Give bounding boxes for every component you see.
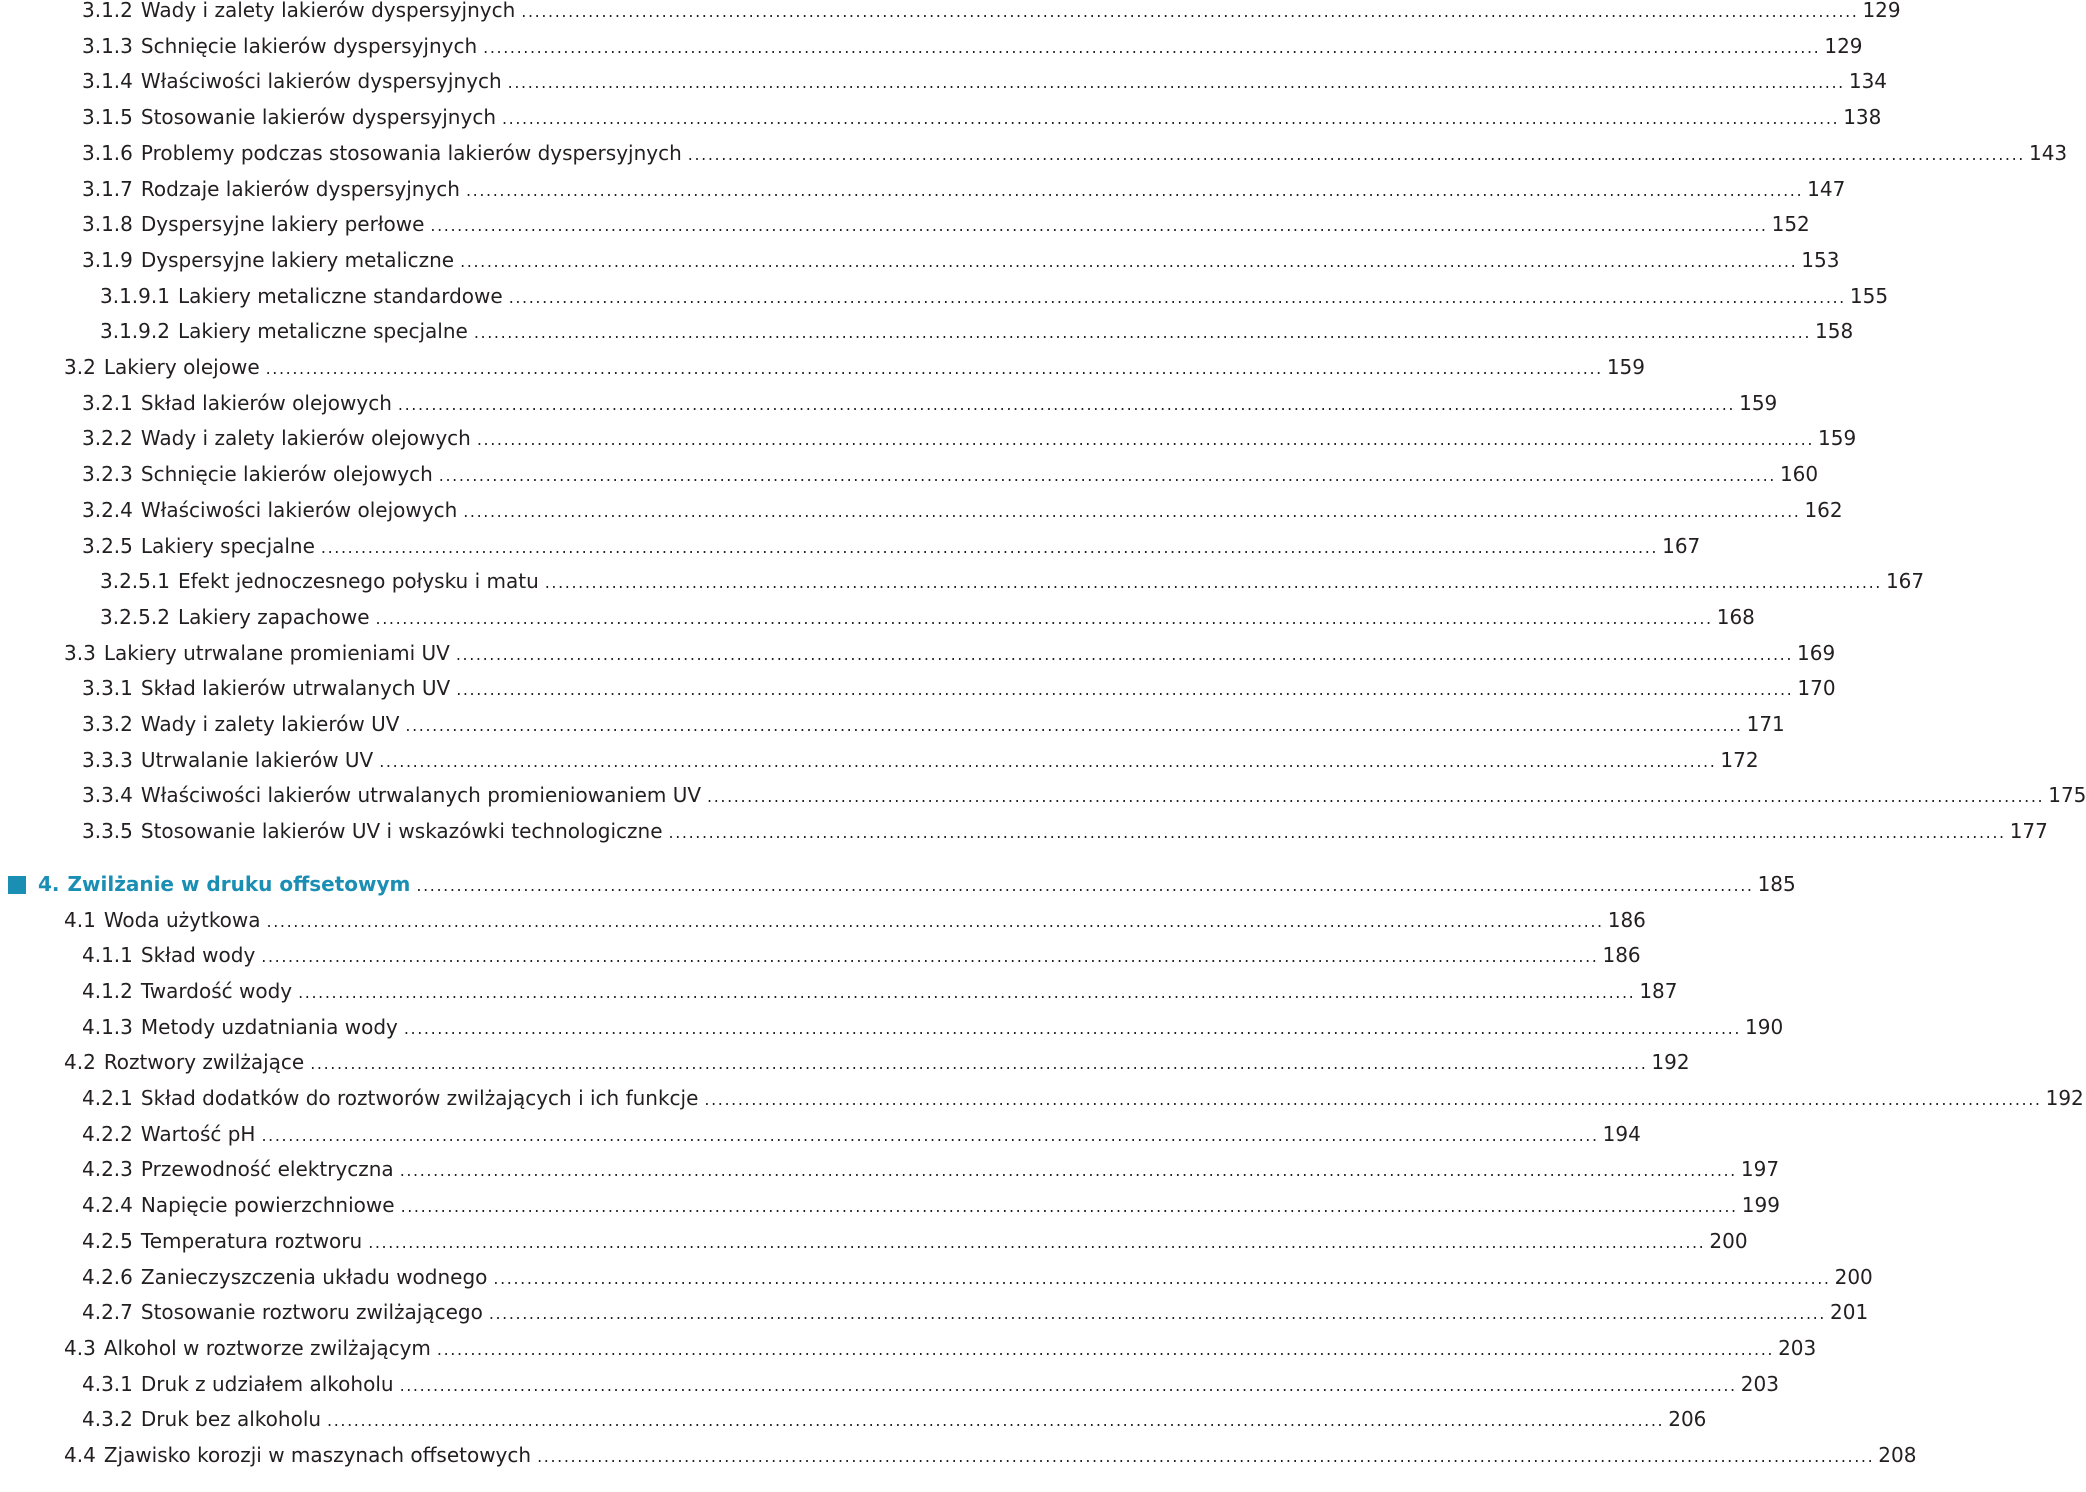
- toc-entry[interactable]: [0, 1080, 2084, 1110]
- dot-leader: ........................................................................................................................................................................................................: [544, 573, 1882, 593]
- toc-entry-number: 4.: [38, 871, 60, 896]
- toc-entry-title: Właściwości lakierów olejowych: [140, 497, 458, 522]
- toc-entry-number: 3.3: [64, 640, 96, 665]
- toc-entry-title: Zjawisko korozji w maszynach offsetowych: [103, 1443, 532, 1467]
- toc-entry-title: Utrwalanie lakierów UV: [140, 747, 374, 772]
- toc-entry-number: 3.2.5: [82, 533, 133, 558]
- dot-leader: ........................................................................................................................................................................................................: [430, 216, 1768, 236]
- toc-entry-number: 3.2.4: [82, 497, 133, 522]
- toc-entry-title: Lakiery zapachowe: [177, 604, 370, 629]
- toc-entry[interactable]: [0, 599, 1755, 629]
- toc-entry-title: Druk bez alkoholu: [140, 1407, 322, 1432]
- toc-entry-page: 208: [1878, 1443, 1917, 1467]
- dot-leader: ........................................................................................................................................................................................................: [668, 823, 2006, 843]
- toc-entry-number: 4.2.7: [82, 1300, 133, 1325]
- toc-chapter-heading[interactable]: [0, 866, 1796, 896]
- toc-entry[interactable]: [0, 0, 1901, 22]
- toc-entry-title: Druk z udziałem alkoholu: [140, 1371, 394, 1396]
- toc-entry-number: 4.1.2: [82, 978, 133, 1003]
- toc-entry-title: Skład wody: [140, 943, 256, 968]
- toc-entry-number: 3.1.8: [82, 212, 133, 237]
- toc-entry-number: 4.2.4: [82, 1193, 133, 1218]
- dot-leader: ........................................................................................................................................................................................................: [507, 73, 1845, 93]
- toc-entry-number: 4.1: [64, 907, 96, 932]
- toc-entry[interactable]: [0, 635, 1836, 665]
- toc-entry[interactable]: [0, 99, 1882, 130]
- toc-entry-number: 3.1.9: [82, 247, 133, 272]
- toc-entry-title: Woda użytkowa: [103, 907, 261, 932]
- toc-entry-number: 4.4: [64, 1443, 96, 1467]
- toc-entry-title: Lakiery utrwalane promieniami UV: [103, 640, 450, 665]
- dot-leader: ........................................................................................................................................................................................................: [266, 911, 1604, 931]
- toc-entry[interactable]: [0, 135, 2068, 165]
- dot-leader: ........................................................................................................................................................................................................: [488, 1304, 1826, 1324]
- toc-entry-title: Schnięcie lakierów olejowych: [140, 462, 433, 487]
- dot-leader: ........................................................................................................................................................................................................: [707, 787, 2045, 807]
- toc-entry-title: Roztwory zwilżające: [103, 1050, 305, 1075]
- toc-entry-page: 153: [1801, 247, 1840, 272]
- dot-leader: ........................................................................................................................................................................................................: [476, 430, 1815, 450]
- toc-entry-title: Lakiery metaliczne standardowe: [177, 283, 503, 308]
- dot-leader: ........................................................................................................................................................................................................: [405, 716, 1743, 735]
- dot-leader: ........................................................................................................................................................................................................: [456, 680, 1794, 700]
- toc-entry-page: 155: [1849, 283, 1889, 308]
- dot-leader: ........................................................................................................................................................................................................: [261, 1125, 1599, 1145]
- toc-entry-number: 3.3.5: [82, 819, 133, 844]
- toc-entry-page: 172: [1720, 747, 1759, 772]
- toc-entry[interactable]: [0, 1294, 1869, 1325]
- toc-entry[interactable]: [0, 28, 1863, 58]
- toc-entry[interactable]: [0, 1259, 1873, 1289]
- toc-entry-title: Schnięcie lakierów dyspersyjnych: [140, 33, 478, 58]
- toc-entry-page: 175: [2048, 783, 2086, 808]
- toc-entry-page: 177: [2009, 819, 2048, 844]
- toc-entry[interactable]: [0, 1116, 1641, 1146]
- toc-entry-page: 187: [1639, 978, 1678, 1003]
- toc-entry-title: Stosowanie lakierów UV i wskazówki technologiczne: [140, 819, 663, 844]
- dot-leader: ........................................................................................................................................................................................................: [704, 1090, 2042, 1109]
- toc-entry-title: Efekt jednoczesnego połysku i matu: [177, 569, 539, 594]
- dot-leader: ........................................................................................................................................................................................................: [399, 1375, 1737, 1395]
- toc-entry-title: Zanieczyszczenia układu wodnego: [140, 1264, 488, 1289]
- toc-entry-page: 129: [1862, 0, 1901, 22]
- toc-entry-number: 3.1.9.2: [100, 319, 170, 344]
- toc-entry-page: 147: [1807, 176, 1846, 201]
- toc-entry-title: Lakiery specjalne: [140, 533, 315, 558]
- toc-entry[interactable]: [0, 902, 1646, 932]
- toc-entry-title: Właściwości lakierów dyspersyjnych: [140, 69, 502, 94]
- toc-entry-page: 199: [1741, 1193, 1780, 1218]
- dot-leader: ........................................................................................................................................................................................................: [473, 323, 1812, 343]
- toc-entry-number: 3.2.5.2: [100, 604, 170, 629]
- toc-entry[interactable]: [0, 420, 1857, 451]
- toc-entry-title: Napięcie powierzchniowe: [140, 1193, 395, 1218]
- toc-entry-page: 169: [1797, 640, 1836, 665]
- toc-entry[interactable]: [0, 1223, 1748, 1253]
- toc-entry-page: 159: [1739, 390, 1778, 415]
- toc-entry-title: Lakiery metaliczne specjalne: [177, 319, 468, 344]
- dot-leader: ........................................................................................................................................................................................................: [310, 1054, 1648, 1074]
- toc-entry-number: 3.2: [64, 355, 96, 379]
- toc-entry-title: Temperatura roztworu: [140, 1228, 363, 1253]
- toc-entry-title: Dyspersyjne lakiery metaliczne: [140, 247, 455, 272]
- dot-leader: ........................................................................................................................................................................................................: [463, 501, 1801, 521]
- toc-entry-page: 185: [1757, 871, 1796, 896]
- toc-entry-title: Wady i zalety lakierów olejowych: [140, 426, 471, 451]
- dot-leader: ........................................................................................................................................................................................................: [483, 37, 1821, 57]
- toc-entry-page: 200: [1834, 1264, 1873, 1289]
- toc-entry-number: 3.1.6: [82, 140, 133, 165]
- toc-entry-title: Problemy podczas stosowania lakierów dyspersyjnych: [140, 140, 682, 165]
- toc-entry-number: 4.2.5: [82, 1228, 133, 1253]
- toc-entry-title: Rodzaje lakierów dyspersyjnych: [140, 176, 460, 201]
- toc-entry-number: 3.3.4: [82, 783, 133, 808]
- toc-entry[interactable]: [0, 63, 1888, 94]
- dot-leader: ........................................................................................................................................................................................................: [265, 359, 1603, 378]
- toc-entry[interactable]: [0, 1187, 1780, 1218]
- toc-entry[interactable]: [0, 563, 1925, 594]
- dot-leader: ........................................................................................................................................................................................................: [320, 537, 1659, 557]
- dot-leader: ........................................................................................................................................................................................................: [416, 875, 1754, 895]
- dot-leader: ........................................................................................................................................................................................................: [298, 982, 1636, 1002]
- dot-leader: ........................................................................................................................................................................................................: [397, 394, 1736, 414]
- toc-entry[interactable]: [0, 742, 1759, 772]
- toc-entry-number: 3.1.9.1: [100, 283, 170, 308]
- dot-leader: ........................................................................................................................................................................................................: [687, 144, 2025, 164]
- dot-leader: ........................................................................................................................................................................................................: [400, 1197, 1738, 1217]
- toc-entry[interactable]: [0, 492, 1843, 522]
- toc-entry-title: Dyspersyjne lakiery perłowe: [140, 212, 425, 237]
- dot-leader: ........................................................................................................................................................................................................: [379, 751, 1717, 771]
- toc-entry-number: 3.1.2: [82, 0, 133, 22]
- toc-entry-page: 167: [1662, 533, 1701, 558]
- toc-entry[interactable]: [0, 670, 1836, 701]
- toc-entry-page: 186: [1607, 907, 1646, 932]
- dot-leader: ........................................................................................................................................................................................................: [508, 287, 1846, 307]
- toc-entry-number: 3.2.1: [82, 390, 133, 415]
- toc-entry-page: 192: [1651, 1050, 1690, 1075]
- toc-entry-number: 4.2.3: [82, 1157, 133, 1182]
- toc-entry-page: 206: [1668, 1407, 1707, 1432]
- toc-entry-number: 4.3: [64, 1335, 96, 1360]
- toc-entry-title: Skład lakierów utrwalanych UV: [140, 676, 451, 701]
- toc-entry-page: 167: [1885, 569, 1925, 594]
- toc-entry[interactable]: [0, 242, 1840, 272]
- toc-entry-title: Wady i zalety lakierów dyspersyjnych: [140, 0, 516, 22]
- toc-entry-title: Lakiery olejowe: [103, 355, 260, 379]
- dot-leader: ........................................................................................................................................................................................................: [368, 1232, 1706, 1252]
- toc-entry-title: Wady i zalety lakierów UV: [140, 712, 400, 736]
- toc-entry[interactable]: [0, 313, 1854, 344]
- toc-entry[interactable]: [0, 171, 1846, 201]
- toc-entry[interactable]: [0, 278, 1889, 308]
- dot-leader: ........................................................................................................................................................................................................: [460, 251, 1798, 271]
- dot-leader: ........................................................................................................................................................................................................: [375, 608, 1713, 628]
- toc-entry-title: Zwilżanie w druku offsetowym: [67, 871, 411, 896]
- toc-entry[interactable]: [0, 706, 1785, 736]
- toc-entry[interactable]: [0, 349, 1645, 379]
- toc-entry[interactable]: [0, 1151, 1780, 1182]
- toc-entry-number: 4.3.1: [82, 1371, 133, 1396]
- toc-entry[interactable]: [0, 385, 1778, 415]
- toc-entry-title: Wartość pH: [140, 1121, 256, 1146]
- toc-entry-number: 3.1.4: [82, 69, 133, 94]
- toc-entry-title: Alkohol w roztworze zwilżającym: [103, 1335, 431, 1360]
- toc-entry-title: Stosowanie roztworu zwilżającego: [140, 1300, 483, 1325]
- toc-entry[interactable]: [0, 528, 1701, 558]
- toc-entry-title: Twardość wody: [140, 978, 293, 1003]
- toc-entry-title: Skład lakierów olejowych: [140, 390, 392, 415]
- toc-entry-page: 162: [1804, 497, 1843, 522]
- dot-leader: ........................................................................................................................................................................................................: [537, 1447, 1875, 1466]
- toc-entry-page: 200: [1709, 1228, 1748, 1253]
- toc-entry-page: 160: [1779, 462, 1819, 487]
- toc-entry-number: 3.3.1: [82, 676, 133, 701]
- dot-leader: ........................................................................................................................................................................................................: [521, 2, 1859, 21]
- dot-leader: ........................................................................................................................................................................................................: [436, 1339, 1775, 1359]
- chapter-square-icon: [8, 876, 26, 894]
- toc-entry-number: 4.2.1: [82, 1086, 133, 1110]
- toc-entry-title: Metody uzdatniania wody: [140, 1014, 398, 1039]
- toc-entry[interactable]: [0, 206, 1810, 237]
- dot-leader: ........................................................................................................................................................................................................: [403, 1018, 1742, 1038]
- dot-leader: ........................................................................................................................................................................................................: [261, 947, 1599, 967]
- toc-entry-number: 3.2.3: [82, 462, 133, 487]
- toc-entry[interactable]: [0, 777, 2086, 808]
- toc-entry-number: 3.1.3: [82, 33, 133, 58]
- toc-entry-number: 3.1.7: [82, 176, 133, 201]
- toc-entry[interactable]: [0, 1044, 1690, 1075]
- toc-entry-page: 168: [1716, 604, 1755, 629]
- toc-entry-title: Właściwości lakierów utrwalanych promieniowaniem UV: [140, 783, 702, 808]
- dot-leader: ........................................................................................................................................................................................................: [455, 644, 1794, 664]
- toc-entry[interactable]: [0, 813, 2048, 844]
- toc-entry-number: 4.1.1: [82, 943, 133, 968]
- toc-entry[interactable]: [0, 1437, 1917, 1467]
- toc-entry-page: 138: [1843, 105, 1882, 130]
- toc-entry-number: 4.2.2: [82, 1121, 133, 1146]
- toc-entry-page: 158: [1815, 319, 1854, 344]
- toc-entry[interactable]: [0, 1401, 1707, 1432]
- dot-leader: ........................................................................................................................................................................................................: [438, 466, 1776, 486]
- toc-entry-page: 129: [1824, 33, 1863, 58]
- toc-entry-page: 134: [1848, 69, 1888, 94]
- toc-entry-page: 186: [1602, 943, 1641, 968]
- toc-entry[interactable]: [0, 1366, 1779, 1396]
- toc-entry-number: 3.3.2: [82, 712, 133, 736]
- toc-entry-title: Stosowanie lakierów dyspersyjnych: [140, 105, 496, 130]
- toc-entry-page: 143: [2028, 140, 2068, 165]
- dot-leader: ........................................................................................................................................................................................................: [399, 1161, 1737, 1181]
- toc-entry-page: 159: [1606, 355, 1645, 379]
- toc-entry-page: 171: [1746, 712, 1785, 736]
- toc-entry-number: 4.1.3: [82, 1014, 133, 1039]
- toc-entry-page: 203: [1778, 1335, 1817, 1360]
- toc-entry-page: 192: [2045, 1086, 2084, 1110]
- toc-entry-title: Skład dodatków do roztworów zwilżających i ich funkcje: [140, 1086, 699, 1110]
- toc-entry-page: 201: [1830, 1300, 1869, 1325]
- toc-entry-title: Przewodność elektryczna: [140, 1157, 394, 1182]
- dot-leader: ........................................................................................................................................................................................................: [502, 109, 1840, 129]
- toc-entry-page: 170: [1797, 676, 1836, 701]
- toc-entry-number: 4.3.2: [82, 1407, 133, 1432]
- toc-entry-page: 152: [1771, 212, 1810, 237]
- toc-entry-number: 3.1.5: [82, 105, 133, 130]
- toc-entry[interactable]: [0, 456, 1819, 487]
- toc-entry-page: 194: [1602, 1121, 1641, 1146]
- toc-entry-page: 203: [1740, 1371, 1779, 1396]
- toc-entry-number: 4.2: [64, 1050, 96, 1075]
- toc-entry-page: 190: [1745, 1014, 1784, 1039]
- toc-entry[interactable]: [0, 1009, 1784, 1039]
- dot-leader: ........................................................................................................................................................................................................: [465, 180, 1804, 200]
- toc-entry-number: 4.2.6: [82, 1264, 133, 1289]
- dot-leader: ........................................................................................................................................................................................................: [493, 1268, 1831, 1288]
- toc-entry-page: 197: [1740, 1157, 1780, 1182]
- toc-entry[interactable]: [0, 1330, 1817, 1360]
- toc-entry[interactable]: [0, 937, 1641, 968]
- toc-entry-number: 3.3.3: [82, 747, 133, 772]
- toc-entry-number: 3.2.2: [82, 426, 133, 451]
- toc-entry-page: 159: [1818, 426, 1857, 451]
- dot-leader: ........................................................................................................................................................................................................: [327, 1411, 1665, 1431]
- toc-entry[interactable]: [0, 973, 1678, 1003]
- toc-entry-number: 3.2.5.1: [100, 569, 170, 594]
